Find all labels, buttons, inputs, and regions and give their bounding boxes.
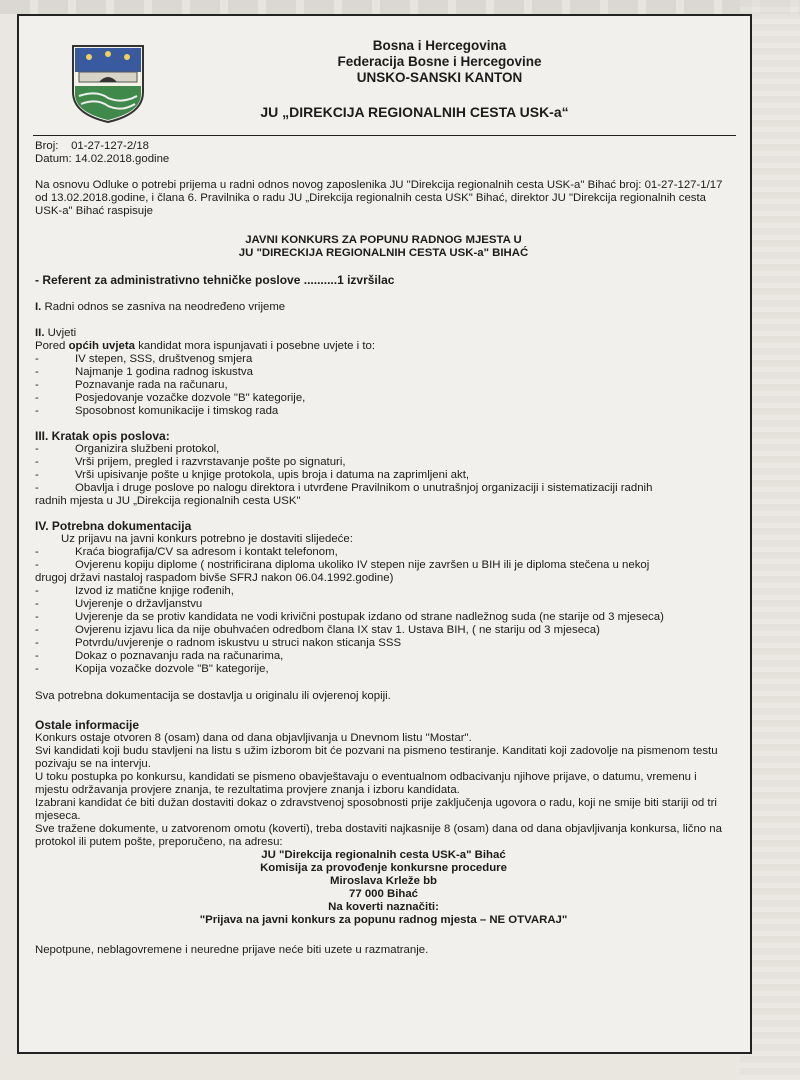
section-1: I. Radni odnos se zasniva na neodređeno vrijeme (35, 301, 286, 313)
section-4: IV. Potrebna dokumentacija Uz prijavu na javni konkurs potrebno je dostaviti slijedeće: - Kraća biografija/CV sa adresom i kontakt telefonom, - Ovjerenu kopiju diplome ( nostrificirana diploma ukoliko IV stepen nije završen u BIH ili je diploma stečena u nekoj drugoj državi nastaloj raspadom bivše SFRJ nakon 06.04.1992.godine) - Izvod iz matične knjige rođenih, - Uvjerenje o državljanstvu - Uvjerenje da se protiv kandidata ne vodi krivični postupak izdano od strane nadležnog suda (ne starije od 3 mjeseca) - Ovjerenu izjavu lica da nije obuhvaćen odredbom člana IX stav 1. Ustava BIH, ( ne stariju od 3 mjeseca) - Potvrdu/uvjerenje o radnom iskustvu u struci nakon sticanja SSS - Dokaz o poznavanju rada na računarima, - Kopija vozačke dozvole "B" kategorije, Sva potrebna dokumentacija se dostavlja u originalu ili ovjerenoj kopiji. (35, 520, 732, 703)
newspaper-top-strip (0, 0, 800, 14)
other-info-heading: Ostale informacije (35, 718, 140, 732)
list-item: - Organizira službeni protokol, (35, 443, 220, 455)
federation-line: Federacija Bosne i Hercegovine (337, 54, 542, 69)
list-item: - Kraća biografija/CV sa adresom i kontakt telefonom, (35, 546, 338, 558)
list-item: - Vrši upisivanje pošte u knjige protokola, upis broja i datuma na zaprimljeni akt, (35, 469, 470, 481)
list-item: - Ovjerenu kopiju diplome ( nostrificirana diploma ukoliko IV stepen nije završen u BIH ili je diploma stečena u nekoj (35, 559, 650, 571)
list-item: - Izvod iz matične knjige rođenih, (35, 585, 234, 597)
list-item: - Najmanje 1 godina radnog iskustva (35, 366, 253, 378)
list-item: - Potvrdu/uvjerenje o radnom iskustvu u struci nakon sticanja SSS (35, 637, 402, 649)
list-item: - Obavlja i druge poslove po nalogu direktora i utvrđene Pravilnikom o unutrašnjoj organizaciji i sistematizaciji radnih (35, 482, 653, 494)
section-3-heading: III. Kratak opis poslova: (35, 429, 170, 443)
section-2: II. Uvjeti Pored općih uvjeta kandidat mora ispunjavati i posebne uvjete i to: - IV stepen, SSS, društvenog smjera - Najmanje 1 godina radnog iskustva - Poznavanje rada na računaru, - Posjedovanje vozačke dozvole "B" kategorije, - Sposobnost komunikacije i timskog rada (35, 327, 732, 418)
list-item: - Kopija vozačke dozvole "B" kategorije, (35, 663, 269, 675)
list-item: - Sposobnost komunikacije i timskog rada (35, 405, 279, 417)
section-3: III. Kratak opis poslova: - Organizira službeni protokol, - Vrši prijem, pregled i razvrstavanje pošte po signaturi, - Vrši upisivanje pošte u knjige protokola, upis broja i datuma na zaprimljeni akt, - Obavlja i druge poslove po nalogu direktora i utvrđene Pravilnikom o unutrašnjoj organizaciji i sistematizaciji radnih radnih mjesta u JU „Direkcija regionalnih cesta USK" (35, 430, 732, 508)
documentation-note: Sva potrebna dokumentacija se dostavlja u originalu ili ovjerenoj kopiji. (35, 690, 391, 702)
list-item: - Uvjerenje da se protiv kandidata ne vodi krivični postupak izdano od strane nadležnog suda (ne starije od 3 mjeseca) (35, 611, 664, 623)
section-2-heading: II. (35, 327, 45, 339)
document-body (35, 140, 732, 957)
header-lines (19, 38, 750, 86)
organization-title: JU „DIREKCIJA REGIONALNIH CESTA USK-a“ (260, 104, 569, 120)
closing-note: Nepotpune, neblagovremene i neuredne prijave neće biti uzete u razmatranje. (35, 944, 429, 956)
header-divider (33, 135, 736, 136)
konkurs-title: JAVNI KONKURS ZA POPUNU RADNOG MJESTA U JU "DIRECKIJA REGIONALNIH CESTA USK-a" BIHAĆ (238, 234, 529, 259)
list-item: - Ovjerenu izjavu lica da nije obuhvaćen odredbom člana IX stav 1. Ustava BIH, ( ne stariju od 3 mjeseca) (35, 624, 600, 636)
intro-paragraph: Na osnovu Odluke o potrebi prijema u radni odnos novog zaposlenika JU "Direkcija regionalnih cesta USK-a" Bihać broj: 01-27-127-1/17 od 13.02.2018.godine, i člana 6. Pravilnika o radu JU „Direkcija regionalnih cesta USK" Bihać, direktor JU "Direkcija regionalnih cesta USK-a" Bihać raspisuje (35, 179, 723, 217)
list-item: - Vrši prijem, pregled i razvrstavanje pošte po signaturi, (35, 456, 346, 468)
other-info: Ostale informacije Konkurs ostaje otvoren 8 (osam) dana od dana objavljivanja u Dnevnom listu "Mostar". Svi kandidati koji budu stavljeni na listu s užim izborom bit će pozvani na pismeno testiranje. Kanditati koji zadovolje na pismenom testu pozivaju se na intervju. U toku postupka po konkursu, kandidati se pismeno obavještavaju o eventualnom odbacivanju njihove prijave, o datumu, vremenu i mjestu održavanja provjere znanja, te rezultatima provjere znanja i izboru kandidata. Izabrani kandidat će biti dužan dostaviti dokaz o zdravstvenoj sposobnosti prije zaključenja ugovora o radu, koji ne smije biti stariji od tri mjeseca. Sve tražene dokumente, u zatvorenom omotu (koverti), treba dostaviti najkasnije 8 (osam) dana od dana objavljivanja konkursa, lično na protokol ili putem pošte, preporučeno, na adresu: JU "Direkcija regionalnih cesta USK-a" Bihać Komisija za provođenje konkursne procedure Miroslava Krleže bb 77 000 Bihać Na koverti naznačiti: "Prijava na javni konkurs za popunu radnog mjesta – NE OTVARAJ" Nepotpune, neblagovremene i neuredne prijave neće biti uzete u razmatranje. (35, 719, 732, 957)
position-line: - Referent za administrativno tehničke poslove ..........1 izvršilac (35, 273, 395, 287)
section-4-heading: IV. Potrebna dokumentacija (35, 519, 192, 533)
document-date: Datum: 14.02.2018.godine (35, 153, 170, 165)
reference-number: Broj: 01-27-127-2/18 (35, 140, 149, 152)
list-item: - Posjedovanje vozačke dozvole "B" kategorije, (35, 392, 306, 404)
country-line: Bosna i Hercegovina (372, 38, 507, 53)
list-item: - IV stepen, SSS, društvenog smjera (35, 353, 253, 365)
list-item: - Poznavanje rada na računaru, (35, 379, 228, 391)
job-announcement (17, 14, 752, 1054)
delivery-address: JU "Direkcija regionalnih cesta USK-a" Bihać Komisija za provođenje konkursne procedure Miroslava Krleže bb 77 000 Bihać Na koverti naznačiti: "Prijava na javni konkurs za popunu radnog mjesta – NE OTVARAJ" (199, 849, 568, 926)
canton-line: UNSKO-SANSKI KANTON (356, 70, 523, 85)
list-item: - Uvjerenje o državljanstvu (35, 598, 203, 610)
list-item: - Dokaz o poznavanju rada na računarima, (35, 650, 284, 662)
